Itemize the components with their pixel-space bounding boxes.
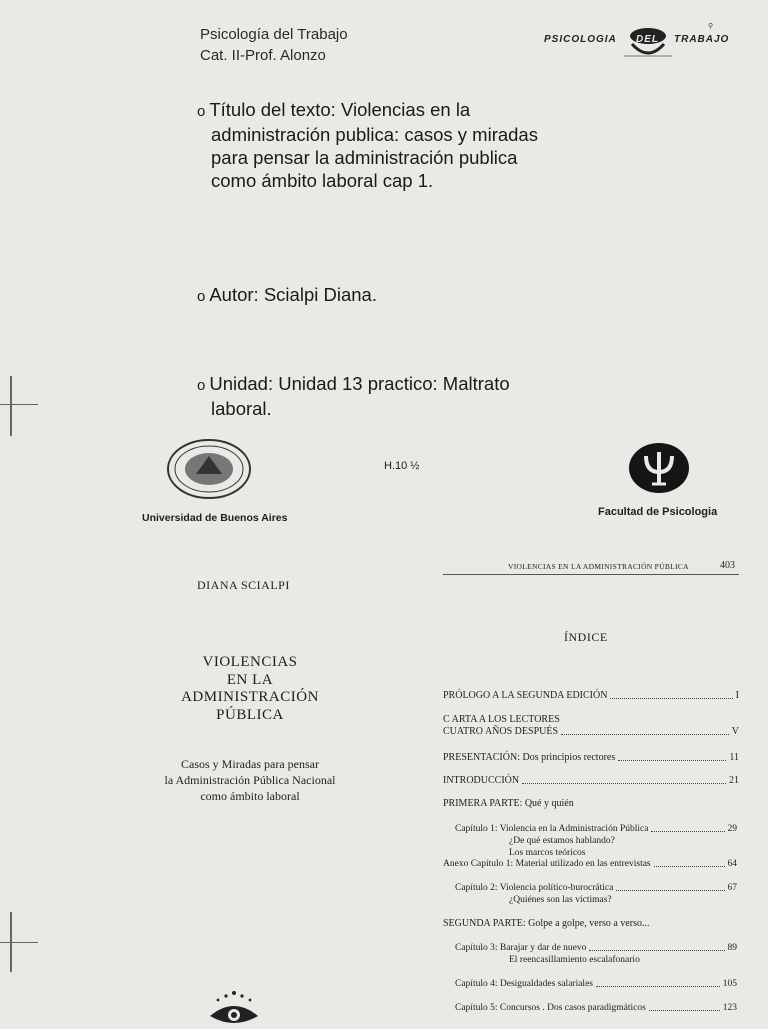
- toc-label: INTRODUCCIÓN: [443, 775, 520, 786]
- toc-page: I: [735, 690, 739, 701]
- svg-text:⚲: ⚲: [708, 22, 714, 30]
- toc-chapter: [443, 858, 737, 870]
- toc-label: PRÓLOGO A LA SEGUNDA EDICIÓN: [443, 690, 608, 701]
- toc-entry: [443, 714, 739, 738]
- toc-page: 89: [727, 943, 737, 953]
- toc-subline: ¿De qué estamos hablando?: [509, 836, 615, 846]
- bullet-marker: o: [197, 377, 206, 394]
- toc-chapter: [455, 942, 737, 966]
- toc-subline: El reencasillamiento escalafonario: [509, 955, 640, 965]
- running-head: VIOLENCIAS EN LA ADMINISTRACIÓN PÚBLICA: [508, 562, 689, 571]
- uba-seal-icon: [166, 438, 252, 500]
- psicologia-trabajo-logo: [540, 22, 755, 64]
- toc-page: V: [731, 726, 739, 737]
- bullet-unit: [197, 372, 567, 420]
- toc-chapter: [455, 882, 737, 906]
- page-number: 403: [720, 560, 735, 571]
- logo-text-right: TRABAJO: [674, 34, 730, 45]
- toc-subline: ¿Quiénes son las víctimas?: [509, 895, 612, 905]
- bullet-line: laboral.: [211, 398, 272, 419]
- book-subtitle-line: la Administración Pública Nacional: [164, 773, 336, 787]
- scan-mark: [10, 376, 12, 436]
- book-title-line: PÚBLICA: [216, 706, 284, 723]
- logo-text-left: PSICOLOGIA: [544, 34, 617, 45]
- bullet-line: como ámbito laboral cap 1.: [211, 170, 434, 191]
- psi-icon: [628, 442, 690, 494]
- scan-mark: [0, 404, 38, 405]
- bullet-line: Título del texto: Violencias en la: [209, 99, 471, 120]
- toc-label: C ARTA A LOS LECTORES: [443, 714, 560, 725]
- faculty-label: Facultad de Psicologia: [598, 506, 718, 518]
- index-heading: ÍNDICE: [564, 630, 608, 644]
- header-rule: [443, 574, 739, 575]
- toc-part-heading: [443, 918, 739, 930]
- bullet-line: para pensar la administración publica: [211, 147, 518, 168]
- toc-label: Capítulo 3: Barajar y dar de nuevo: [455, 943, 587, 953]
- toc-page: 21: [729, 775, 739, 786]
- bullet-marker: o: [197, 288, 206, 305]
- bullet-title: [197, 98, 567, 192]
- book-subtitle-line: Casos y Miradas para pensar: [181, 757, 319, 771]
- toc-page: 29: [727, 824, 737, 834]
- toc-label: SEGUNDA PARTE: Golpe a golpe, verso a verso...: [443, 918, 650, 929]
- book-author: DIANA SCIALPI: [197, 578, 290, 592]
- toc-chapter: [455, 1002, 737, 1014]
- book-title-line: EN LA: [226, 671, 274, 688]
- bullet-marker: o: [197, 103, 206, 120]
- book-title-line: VIOLENCIAS: [202, 654, 298, 670]
- toc-subline: Los marcos teóricos: [509, 848, 586, 858]
- bullet-line: administración publica: casos y miradas: [211, 124, 538, 145]
- bullet-line: Unidad: Unidad 13 practico: Maltrato: [209, 373, 510, 394]
- toc-page: 67: [727, 883, 737, 893]
- toc-chapter: [455, 978, 737, 990]
- hour-note: H.10 ½: [384, 460, 420, 472]
- toc-page: 64: [727, 859, 737, 869]
- scan-mark: [0, 942, 38, 943]
- toc-page: 105: [722, 979, 737, 989]
- toc-part-heading: [443, 798, 739, 810]
- bullet-line: Autor: Scialpi Diana.: [209, 284, 377, 305]
- toc-label: PRIMERA PARTE: Qué y quién: [443, 798, 574, 809]
- university-label: Universidad de Buenos Aires: [142, 512, 288, 524]
- toc-entry: [443, 752, 739, 764]
- book-subtitle-line: como ámbito laboral: [200, 789, 300, 803]
- toc-label: PRESENTACIÓN: Dos principios rectores: [443, 752, 616, 763]
- logo-text-mark: DEL: [636, 34, 659, 45]
- course-title: Psicología del Trabajo: [200, 26, 348, 43]
- toc-label: Anexo Capítulo 1: Material utilizado en las entrevistas: [443, 859, 651, 869]
- toc-entry: [443, 690, 739, 702]
- toc-label: Capítulo 1: Violencia en la Administración Pública: [455, 824, 649, 834]
- scan-mark: [10, 912, 12, 972]
- toc-label: CUATRO AÑOS DESPUÉS: [443, 726, 559, 737]
- toc-label: Capítulo 5: Concursos . Dos casos paradigmáticos: [455, 1003, 646, 1013]
- toc-chapter: [455, 823, 737, 859]
- toc-label: Capítulo 4: Desigualdades salariales: [455, 979, 593, 989]
- book-title: [150, 654, 350, 724]
- chair-name: Cat. II-Prof. Alonzo: [200, 47, 326, 64]
- book-title-line: ADMINISTRACIÓN: [181, 689, 319, 705]
- toc-label: Capítulo 2: Violencia político-burocrática: [455, 883, 614, 893]
- toc-page: 123: [722, 1003, 737, 1013]
- bullet-author: [197, 283, 567, 308]
- book-subtitle: [130, 756, 370, 804]
- toc-page: 11: [729, 752, 739, 763]
- toc-entry: [443, 775, 739, 787]
- eye-logo-icon: [206, 990, 262, 1024]
